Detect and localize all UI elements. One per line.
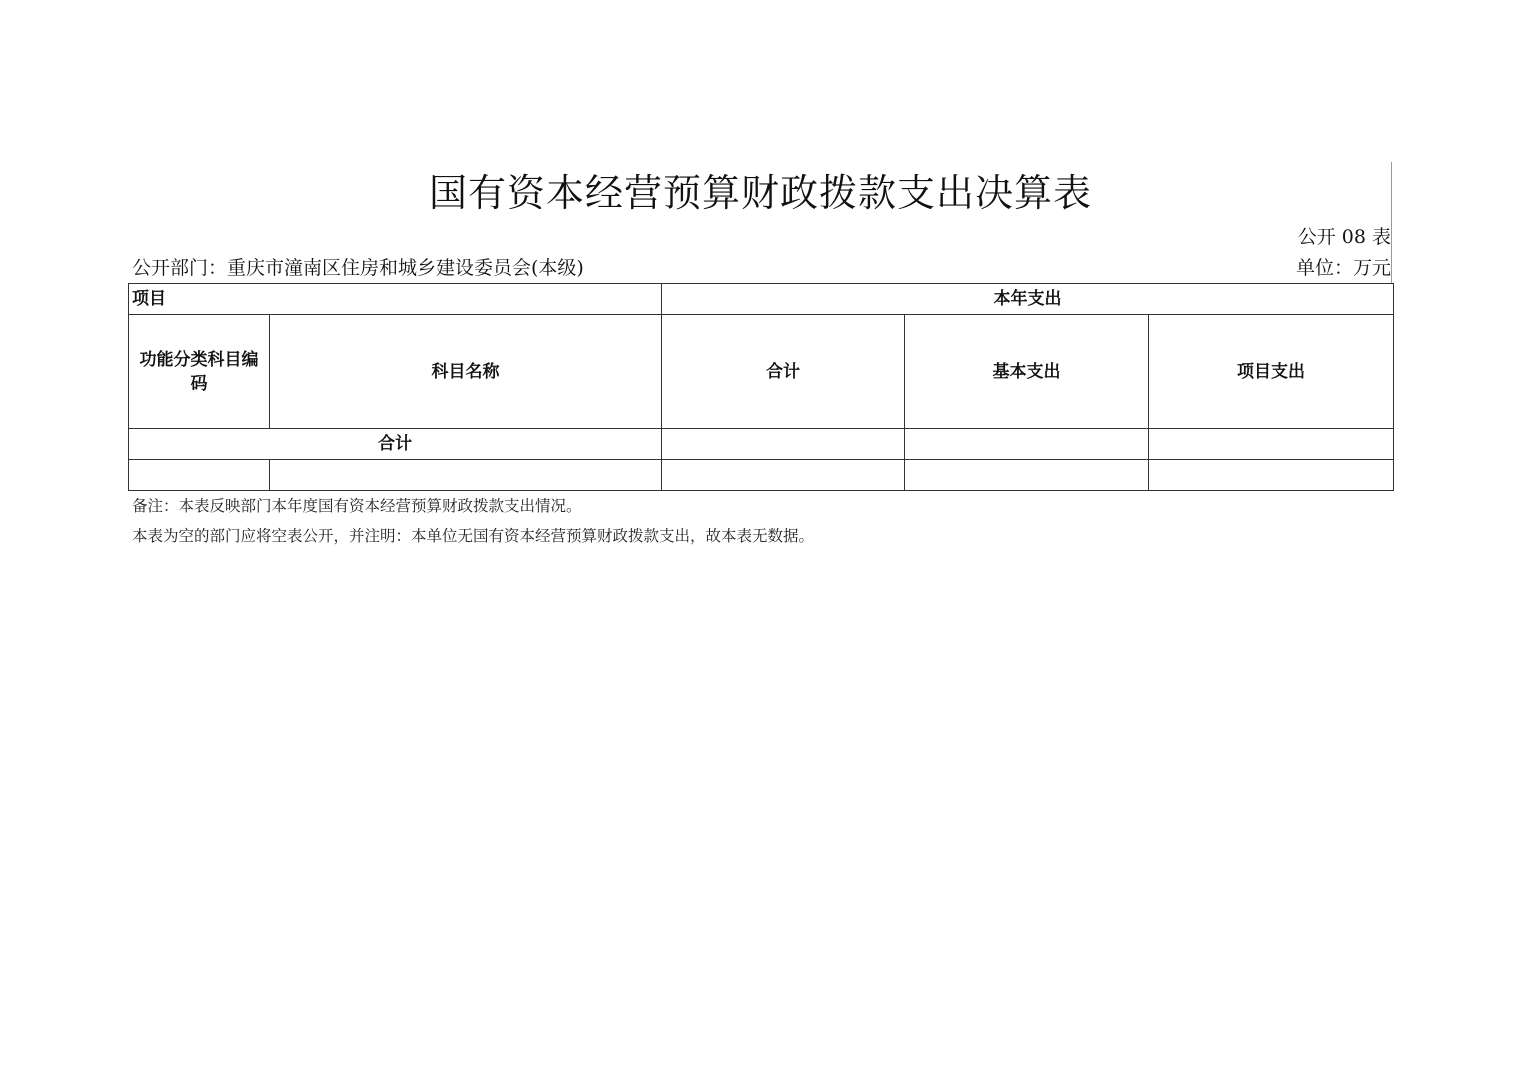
table-row [129, 460, 1394, 491]
header-current-year-expense: 本年支出 [662, 284, 1394, 315]
header-project: 项目 [129, 284, 662, 315]
header-total: 合计 [662, 315, 905, 429]
row-subject-name-cell [270, 460, 662, 491]
summary-total-cell [662, 429, 905, 460]
summary-row [129, 429, 1394, 460]
row-total-cell [662, 460, 905, 491]
department-label: 公开部门：重庆市潼南区住房和城乡建设委员会(本级) [132, 257, 584, 279]
empty-table-note: 本表为空的部门应将空表公开，并注明：本单位无国有资本经营预算财政拨款支出，故本表无数据。 [132, 527, 815, 545]
unit-label: 单位：万元 [1295, 257, 1391, 279]
summary-label: 合计 [129, 429, 662, 460]
budget-table [128, 283, 1394, 491]
summary-project-expense-cell [1149, 429, 1394, 460]
header-subject-name: 科目名称 [270, 315, 662, 429]
table-header-row-2 [129, 315, 1394, 429]
summary-basic-expense-cell [905, 429, 1149, 460]
row-func-code-cell [129, 460, 270, 491]
document-title: 国有资本经营预算财政拨款支出决算表 [428, 171, 1092, 215]
form-number: 公开 08 表 [1297, 226, 1391, 248]
header-func-code-text: 功能分类科目编码 [139, 349, 259, 394]
row-project-expense-cell [1149, 460, 1394, 491]
header-basic-expense: 基本支出 [905, 315, 1149, 429]
header-func-code [129, 315, 270, 429]
table-header-row-1 [129, 284, 1394, 315]
header-project-expense: 项目支出 [1149, 315, 1394, 429]
remark-note: 备注：本表反映部门本年度国有资本经营预算财政拨款支出情况。 [132, 497, 582, 515]
row-basic-expense-cell [905, 460, 1149, 491]
